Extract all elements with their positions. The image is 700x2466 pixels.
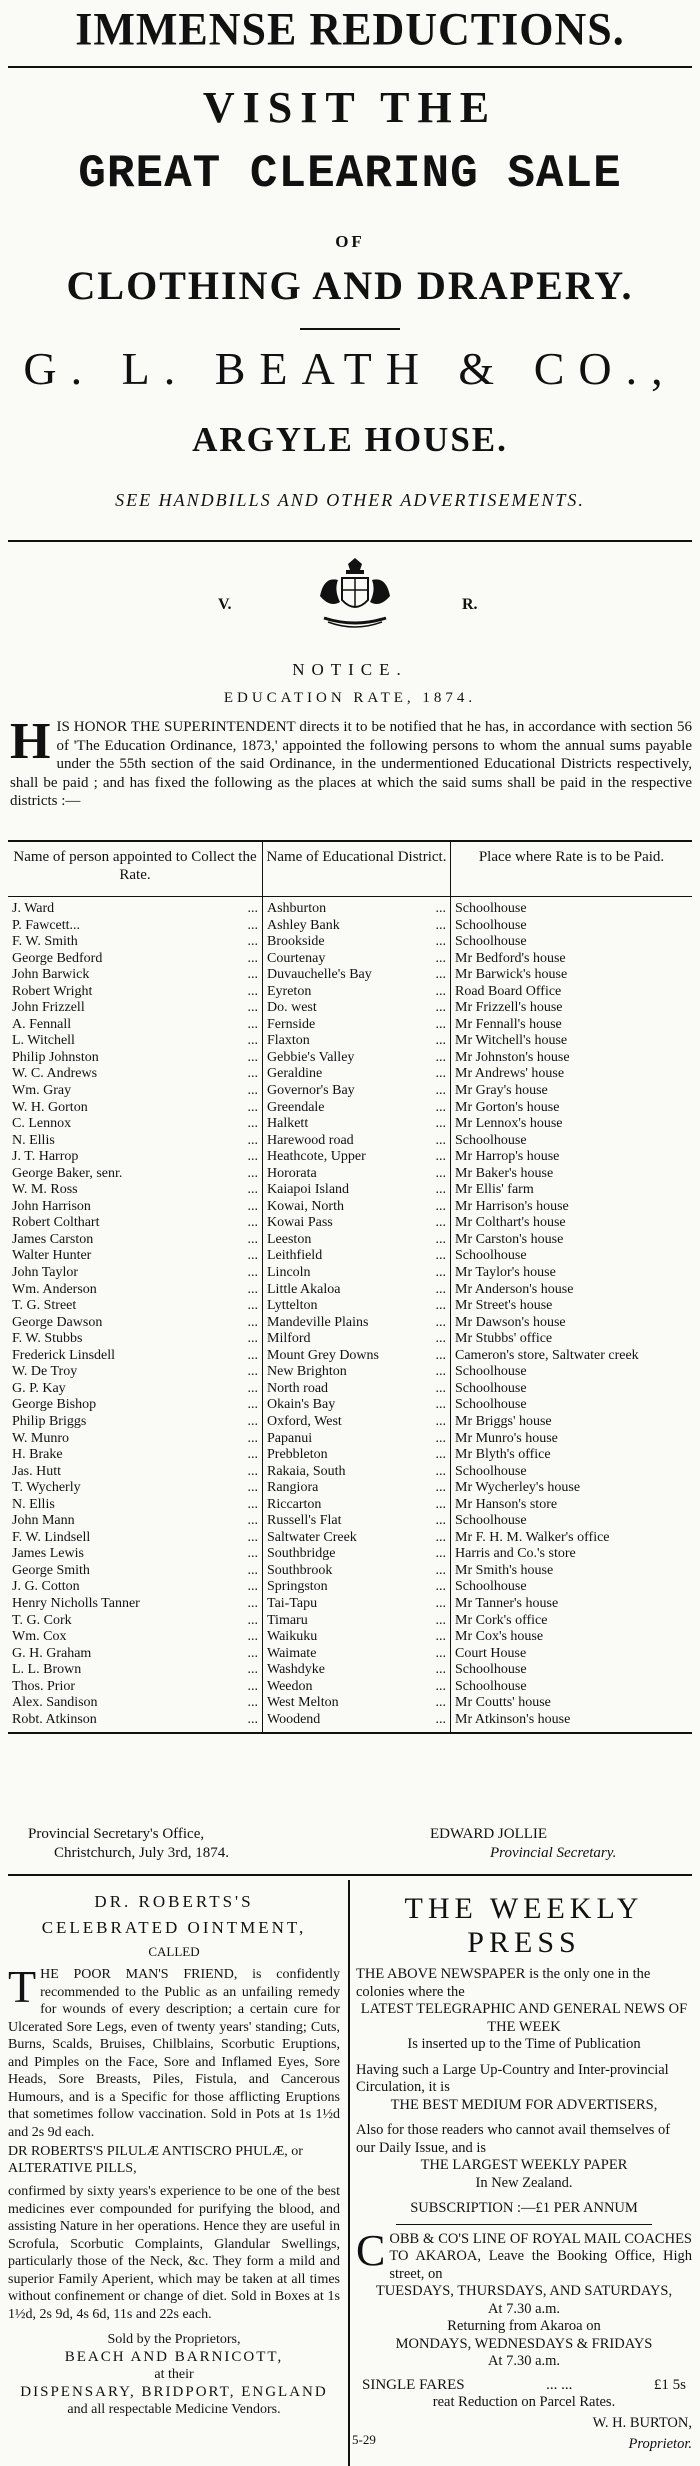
district-name: Rangiora ...	[263, 1480, 451, 1497]
divider	[8, 540, 692, 542]
payment-place: Mr Cork's office	[455, 1612, 548, 1628]
table-row	[8, 1414, 692, 1431]
district-name: Halkett ...	[263, 1116, 451, 1133]
press-line-1: THE ABOVE NEWSPAPER is the only one in the colonies where the	[356, 1966, 651, 2000]
at-their: at their	[154, 2367, 194, 2382]
collector-name: T. G. Cork ...	[8, 1613, 263, 1630]
payment-place: Mr F. H. M. Walker's office	[455, 1529, 610, 1545]
district-name: Heathcote, Upper ...	[263, 1149, 451, 1166]
payment-place: Schoolhouse	[455, 1463, 527, 1479]
notice-intro	[10, 713, 692, 811]
collector-name: John Barwick ...	[8, 967, 263, 984]
payment-place: Schoolhouse	[455, 934, 527, 950]
payment-place: Mr Lennox's house	[455, 1116, 563, 1132]
coach-time-out: At 7.30 a.m.	[487, 2300, 561, 2317]
collector-name: James Lewis ...	[8, 1546, 263, 1563]
collector-name: Robert Wright ...	[8, 984, 263, 1001]
district-name: Brookside ...	[263, 934, 451, 951]
payment-place: Schoolhouse	[455, 1380, 527, 1396]
table-row	[8, 1513, 692, 1530]
collector-name: F. W. Lindsell ...	[8, 1530, 263, 1547]
district-name: Eyreton ...	[263, 984, 451, 1001]
press-line-4: Having such a Large Up-Country and Inter-provincial Circulation, it is	[356, 2061, 669, 2095]
sig-office: Provincial Secretary's Office,	[28, 1826, 205, 1842]
coach-intro-text: OBB & CO'S LINE OF ROYAL MAIL COACHES TO AKAROA, Leave the Booking Office, High street, on	[389, 2230, 692, 2282]
fares-label: SINGLE FARES	[362, 2376, 465, 2393]
district-name: Mandeville Plains ...	[263, 1315, 451, 1332]
fares-row	[356, 2377, 692, 2394]
collector-name: A. Fennall ...	[8, 1017, 263, 1034]
payment-place: Mr Harrop's house	[455, 1149, 560, 1165]
payment-place: Mr Hanson's store	[455, 1496, 558, 1512]
payment-place: Mr Gorton's house	[455, 1099, 560, 1115]
district-name: Leeston ...	[263, 1232, 451, 1249]
press-subscription: SUBSCRIPTION :—£1 PER ANNUM	[410, 2200, 638, 2216]
district-name: Courtenay ...	[263, 951, 451, 968]
payment-place: Mr Colthart's house	[455, 1215, 566, 1231]
table-row	[8, 1662, 692, 1679]
payment-place: Mr Anderson's house	[455, 1281, 574, 1297]
district-name: Geraldine ...	[263, 1066, 451, 1083]
district-name: Lincoln ...	[263, 1265, 451, 1282]
district-name: Greendale ...	[263, 1100, 451, 1117]
coach-signed-title: Proprietor.	[628, 2436, 692, 2452]
collector-name: L. Witchell ...	[8, 1033, 263, 1050]
coach-days-return: MONDAYS, WEDNESDAYS & FRIDAYS	[395, 2335, 653, 2352]
ointment-text: HE POOR MAN'S FRIEND, is confidently recommended to the Public as an unfailing remedy for wounds of every description; a certain cure for Ulcerated Sore Legs, even of twenty years' standing; Cuts, Burns, Scalds, Bruises, Chilblains, Scorbutic Eruptions, and Pimples on the Face, Sore and Inflamed Eyes, Sore Heads, Sore Breasts, Piles, Fistula, and Cancerous Humours, and is a Specific for those afflicting Eruptions that sometimes follow vaccination. Sold in Pots at 1s 1½d and 2s 9d each.	[8, 1967, 340, 2140]
collector-name: George Bishop ...	[8, 1397, 263, 1414]
collector-name: Philip Johnston ...	[8, 1050, 263, 1067]
payment-place: Schoolhouse	[455, 1678, 527, 1694]
district-name: Papanui ...	[263, 1431, 451, 1448]
table-row	[8, 1546, 692, 1563]
divider	[8, 1874, 692, 1876]
collector-name: Jas. Hutt ...	[8, 1464, 263, 1481]
headline-of: OF	[335, 232, 365, 251]
payment-place: Mr Bedford's house	[455, 950, 566, 966]
press-title: THE WEEKLY PRESS	[404, 1892, 644, 1959]
collector-name: George Smith ...	[8, 1563, 263, 1580]
district-name: Springston ...	[263, 1579, 451, 1596]
headline-great-clearing-sale: GREAT CLEARING SALE	[78, 148, 622, 200]
table-row	[8, 1712, 692, 1729]
headline-immense-reductions: IMMENSE REDUCTIONS.	[75, 3, 625, 56]
table-row	[8, 1596, 692, 1613]
collector-name: H. Brake ...	[8, 1447, 263, 1464]
ointment-dropcap: T	[8, 1961, 37, 2012]
collector-name: George Baker, senr. ...	[8, 1166, 263, 1183]
district-name: Fernside ...	[263, 1017, 451, 1034]
royal-crest-icon	[310, 556, 400, 636]
payment-place: Mr Barwick's house	[455, 967, 568, 983]
table-row	[8, 1381, 692, 1398]
payment-place: Mr Coutts' house	[455, 1695, 551, 1711]
collector-name: Wm. Anderson ...	[8, 1282, 263, 1299]
proprietors-name: BEACH AND BARNICOTT,	[64, 2348, 284, 2365]
district-name: Lyttelton ...	[263, 1298, 451, 1315]
payment-place: Schoolhouse	[455, 1364, 527, 1380]
table-row	[8, 1563, 692, 1580]
district-name: Washdyke ...	[263, 1662, 451, 1679]
table-rows	[8, 897, 692, 1732]
press-line-6: Also for those readers who cannot avail themselves of our Daily Issue, and is	[356, 2122, 671, 2156]
collector-name: J. T. Harrop ...	[8, 1149, 263, 1166]
dispensary: DISPENSARY, BRIDPORT, ENGLAND	[20, 2383, 328, 2400]
ointment-paragraph	[8, 1961, 340, 2141]
table-row	[8, 951, 692, 968]
payment-place: Court House	[455, 1645, 527, 1661]
collector-name: W. De Troy ...	[8, 1364, 263, 1381]
payment-place: Mr Atkinson's house	[455, 1711, 571, 1727]
table-row	[8, 984, 692, 1001]
district-name: Milford ...	[263, 1331, 451, 1348]
table-row	[8, 1480, 692, 1497]
district-name: Saltwater Creek ...	[263, 1530, 451, 1547]
table-row	[8, 1166, 692, 1183]
district-name: Kowai, North ...	[263, 1199, 451, 1216]
weekly-press-advert	[356, 1884, 692, 2453]
district-name: Waimate ...	[263, 1646, 451, 1663]
collector-name: George Bedford ...	[8, 951, 263, 968]
collector-name: Frederick Linsdell ...	[8, 1348, 263, 1365]
table-row	[8, 1182, 692, 1199]
coach-intro	[356, 2225, 692, 2284]
column-separator	[348, 1880, 350, 2466]
collector-name: W. C. Andrews ...	[8, 1066, 263, 1083]
collector-name: J. Ward ...	[8, 901, 263, 918]
payment-place: Mr Munro's house	[455, 1430, 558, 1446]
payment-place: Road Board Office	[455, 983, 562, 999]
table-row	[8, 901, 692, 918]
table-row	[8, 967, 692, 984]
house-name: ARGYLE HOUSE.	[192, 420, 508, 459]
ointment-subtitle: CELEBRATED OINTMENT,	[41, 1918, 307, 1937]
sig-name: EDWARD JOLLIE	[430, 1826, 548, 1842]
district-name: Southbridge ...	[263, 1546, 451, 1563]
headline-clothing-drapery: CLOTHING AND DRAPERY.	[66, 263, 634, 308]
header-place: Place where Rate is to be Paid.	[478, 849, 665, 865]
payment-place: Mr Fennall's house	[455, 1016, 562, 1032]
table-row	[8, 1199, 692, 1216]
collector-name: Philip Briggs ...	[8, 1414, 263, 1431]
payment-place: Mr Baker's house	[455, 1165, 554, 1181]
fares-dots: ... ...	[546, 2376, 573, 2393]
collector-name: George Dawson ...	[8, 1315, 263, 1332]
press-line-2: LATEST TELEGRAPHIC AND GENERAL NEWS OF THE WEEK	[360, 2001, 688, 2035]
press-line-5: THE BEST MEDIUM FOR ADVERTISERS,	[390, 2096, 658, 2113]
payment-place: Mr Dawson's house	[455, 1314, 566, 1330]
coach-days-out: TUESDAYS, THURSDAYS, AND SATURDAYS,	[375, 2283, 673, 2299]
payment-place: Mr Street's house	[455, 1298, 553, 1314]
district-name: Waikuku ...	[263, 1629, 451, 1646]
ointment-advert	[8, 1884, 340, 2419]
district-name: Kowai Pass ...	[263, 1215, 451, 1232]
collector-name: N. Ellis ...	[8, 1133, 263, 1150]
district-name: West Melton ...	[263, 1695, 451, 1712]
headline-visit: VISIT THE	[202, 83, 498, 132]
payment-place: Mr Wycherley's house	[455, 1480, 581, 1496]
vendors: and all respectable Medicine Vendors.	[67, 2402, 281, 2417]
collector-name: W. Munro ...	[8, 1431, 263, 1448]
header-district: Name of Educational District.	[263, 842, 451, 896]
header-person: Name of person appointed to Collect the Rate.	[8, 842, 263, 896]
district-name: Okain's Bay ...	[263, 1397, 451, 1414]
coach-dropcap: C	[356, 2225, 386, 2275]
payment-place: Mr Stubbs' office	[455, 1331, 553, 1347]
table-row	[8, 1331, 692, 1348]
table-row	[8, 1050, 692, 1067]
payment-place: Schoolhouse	[455, 1397, 527, 1413]
district-name: Ashburton ...	[263, 901, 451, 918]
collector-name: W. H. Gorton ...	[8, 1100, 263, 1117]
district-name: Flaxton ...	[263, 1033, 451, 1050]
divider	[8, 66, 692, 68]
payment-place: Mr Gray's house	[455, 1083, 548, 1099]
table-row	[8, 1315, 692, 1332]
district-name: Hororata ...	[263, 1166, 451, 1183]
district-name: Gebbie's Valley ...	[263, 1050, 451, 1067]
table-row	[8, 1066, 692, 1083]
table-row	[8, 1364, 692, 1381]
collector-name: Alex. Sandison ...	[8, 1695, 263, 1712]
table-row	[8, 1149, 692, 1166]
payment-place: Schoolhouse	[455, 901, 527, 916]
pills-heading: DR ROBERTS'S PILULÆ ANTISCRO PHULÆ, or ALTERATIVE PILLS,	[8, 2144, 303, 2176]
sig-title: Provincial Secretary.	[490, 1845, 617, 1861]
table-row	[8, 1497, 692, 1514]
table-row	[8, 1298, 692, 1315]
collector-name: Robt. Atkinson ...	[8, 1712, 263, 1729]
collector-name: Wm. Cox ...	[8, 1629, 263, 1646]
table-row	[8, 1100, 692, 1117]
table-row	[8, 1679, 692, 1696]
payment-place: Mr Frizzell's house	[455, 1000, 563, 1016]
payment-place: Mr Ellis' farm	[455, 1182, 534, 1198]
district-name: Ashley Bank ...	[263, 918, 451, 935]
intro-text: IS HONOR THE SUPERINTENDENT directs it to be notified that he has, in accordance with section 56 of 'The Education Ordinance, 1873,' appointed the following persons to whom the annual sums payable under the 55th section of the said Ordinance, in the undermentioned Educational Districts respectively, shall be paid ; and has fixed the following as the places at which the said sums shall be paid in the respective districts :—	[10, 719, 692, 809]
coach-returning: Returning from Akaroa on	[447, 2318, 601, 2334]
collector-name: John Frizzell ...	[8, 1000, 263, 1017]
payment-place: Mr Tanner's house	[455, 1595, 559, 1611]
intro-dropcap: H	[10, 713, 51, 770]
district-name: Governor's Bay ...	[263, 1083, 451, 1100]
table-row	[8, 1646, 692, 1663]
payment-place: Mr Harrison's house	[455, 1198, 569, 1214]
table-row	[8, 1000, 692, 1017]
see-handbills-note: SEE HANDBILLS AND OTHER ADVERTISEMENTS.	[115, 490, 585, 510]
district-name: Southbrook ...	[263, 1563, 451, 1580]
payment-place: Mr Witchell's house	[455, 1033, 568, 1049]
table-row	[8, 1265, 692, 1282]
payment-place: Mr Andrews' house	[455, 1066, 565, 1082]
parcel-reduction: reat Reduction on Parcel Rates.	[432, 2393, 616, 2410]
payment-place: Schoolhouse	[455, 917, 527, 933]
table-row	[8, 1530, 692, 1547]
table-row	[8, 1232, 692, 1249]
payment-place: Schoolhouse	[455, 1579, 527, 1595]
collector-name: F. W. Stubbs ...	[8, 1331, 263, 1348]
table-row	[8, 1133, 692, 1150]
district-name: Little Akaloa ...	[263, 1282, 451, 1299]
payment-place: Schoolhouse	[455, 1248, 527, 1264]
sig-date: Christchurch, July 3rd, 1874.	[54, 1845, 229, 1861]
collector-name: Thos. Prior ...	[8, 1679, 263, 1696]
payment-place: Schoolhouse	[455, 1132, 527, 1148]
table-row	[8, 1431, 692, 1448]
table-row	[8, 934, 692, 951]
collector-name: James Carston ...	[8, 1232, 263, 1249]
table-row	[8, 1613, 692, 1630]
ointment-title: DR. ROBERTS'S	[94, 1892, 254, 1911]
collector-name: C. Lennox ...	[8, 1116, 263, 1133]
collector-name: Wm. Gray ...	[8, 1083, 263, 1100]
company-name: G. L. BEATH & CO.,	[23, 343, 677, 394]
district-name: Riccarton ...	[263, 1497, 451, 1514]
press-line-3: Is inserted up to the Time of Publication	[407, 2036, 641, 2052]
press-line-8: In New Zealand.	[475, 2174, 573, 2191]
ointment-called: CALLED	[148, 1944, 200, 1959]
crest-r-letter: R.	[462, 596, 478, 613]
district-name: Prebbleton ...	[263, 1447, 451, 1464]
payment-place: Schoolhouse	[455, 1662, 527, 1678]
table-row	[8, 1116, 692, 1133]
table-row	[8, 1348, 692, 1365]
district-name: North road ...	[263, 1381, 451, 1398]
collector-name: G. P. Kay ...	[8, 1381, 263, 1398]
table-row	[8, 1033, 692, 1050]
table-body	[8, 897, 692, 1732]
table-row	[8, 1629, 692, 1646]
table-row	[8, 1282, 692, 1299]
district-name: Russell's Flat ...	[263, 1513, 451, 1530]
divider	[396, 2224, 652, 2225]
table-row	[8, 1017, 692, 1034]
collector-name: John Mann ...	[8, 1513, 263, 1530]
table-header	[8, 842, 692, 897]
district-name: Mount Grey Downs ...	[263, 1348, 451, 1365]
payment-place: Mr Taylor's house	[455, 1265, 556, 1281]
fares-value: £1 5s	[653, 2376, 686, 2393]
payment-place: Harris and Co.'s store	[455, 1546, 576, 1562]
district-name: Timaru ...	[263, 1613, 451, 1630]
collector-name: John Taylor ...	[8, 1265, 263, 1282]
district-name: New Brighton ...	[263, 1364, 451, 1381]
collector-name: Henry Nicholls Tanner ...	[8, 1596, 263, 1613]
district-name: Rakaia, South ...	[263, 1464, 451, 1481]
short-divider	[300, 328, 400, 330]
education-rate-title: EDUCATION RATE, 1874.	[223, 690, 477, 706]
collector-name: J. G. Cotton ...	[8, 1579, 263, 1596]
payment-place: Schoolhouse	[455, 1513, 527, 1529]
district-name: Weedon ...	[263, 1679, 451, 1696]
district-name: Leithfield ...	[263, 1248, 451, 1265]
collector-name: N. Ellis ...	[8, 1497, 263, 1514]
table-row	[8, 1464, 692, 1481]
district-name: Tai-Tapu ...	[263, 1596, 451, 1613]
table-row	[8, 1215, 692, 1232]
table-row	[8, 918, 692, 935]
table-row	[8, 1695, 692, 1712]
coach-signed: W. H. BURTON,	[592, 2415, 692, 2431]
district-name: Woodend ...	[263, 1712, 451, 1729]
coach-time-return: At 7.30 a.m.	[487, 2353, 561, 2369]
payment-place: Mr Smith's house	[455, 1562, 554, 1578]
payment-place: Mr Johnston's house	[455, 1049, 570, 1065]
coach-signature	[356, 2415, 692, 2432]
collector-name: L. L. Brown ...	[8, 1662, 263, 1679]
collector-name: P. Fawcett... ...	[8, 918, 263, 935]
district-name: Harewood road ...	[263, 1133, 451, 1150]
collectors-table	[8, 840, 692, 1734]
table-row	[8, 1579, 692, 1596]
table-row	[8, 1447, 692, 1464]
sold-by: Sold by the Proprietors,	[107, 2332, 241, 2347]
table-row	[8, 1083, 692, 1100]
collector-name: T. Wycherly ...	[8, 1480, 263, 1497]
collector-name: T. G. Street ...	[8, 1298, 263, 1315]
collector-name: Robert Colthart ...	[8, 1215, 263, 1232]
district-name: Duvauchelle's Bay ...	[263, 967, 451, 984]
payment-place: Mr Carston's house	[455, 1231, 564, 1247]
coach-signature-title-row	[356, 2436, 692, 2453]
collector-name: G. H. Graham ...	[8, 1646, 263, 1663]
payment-place: Mr Briggs' house	[455, 1413, 552, 1429]
collector-name: Walter Hunter ...	[8, 1248, 263, 1265]
collector-name: W. M. Ross ...	[8, 1182, 263, 1199]
collector-name: John Harrison ...	[8, 1199, 263, 1216]
payment-place: Cameron's store, Saltwater creek	[455, 1347, 639, 1363]
payment-place: Mr Blyth's office	[455, 1447, 551, 1463]
notice-title: NOTICE.	[292, 660, 408, 679]
district-name: Kaiapoi Island ...	[263, 1182, 451, 1199]
collector-name: F. W. Smith ...	[8, 934, 263, 951]
pills-paragraph: confirmed by sixty years's experience to be one of the best medicines ever compounded for purifying the blood, and assisting Nature in her operations. Hence they are useful in Scrofula, Scorbutic Complaints, Glandular Swellings, particularly those of the Neck, &c. They form a mild and superior Family Aperient, which may be taken at all times without confinement or change of diet. Sold in Boxes at 1s 1½d, 2s 9d, 4s 6d, 11s and 22s each.	[8, 2184, 340, 2322]
advert-code: 5-29	[352, 2432, 376, 2447]
table-row	[8, 1397, 692, 1414]
payment-place: Mr Cox's house	[455, 1629, 544, 1645]
table-row	[8, 1248, 692, 1265]
crest-v-letter: V.	[218, 596, 232, 613]
district-name: Oxford, West ...	[263, 1414, 451, 1431]
press-line-7: THE LARGEST WEEKLY PAPER	[420, 2157, 628, 2173]
district-name: Do. west ...	[263, 1000, 451, 1017]
